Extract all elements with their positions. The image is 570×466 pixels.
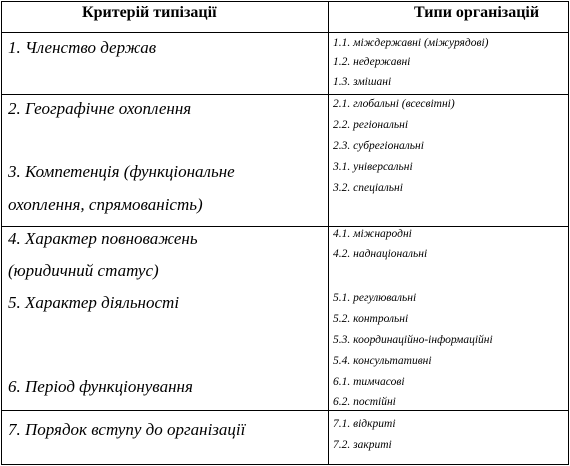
header-types: Типи організацій — [414, 4, 540, 21]
type-4-2: 4.2. наднаціональні — [333, 248, 428, 260]
type-2-3: 2.3. субрегіональні — [333, 140, 424, 152]
type-3-2: 3.2. спеціальні — [333, 182, 403, 194]
header-criteria: Критерій типізації — [82, 4, 217, 21]
column-divider — [328, 2, 329, 464]
row-divider — [2, 226, 568, 227]
criterion-4-line2: (юридичний статус) — [8, 261, 159, 280]
type-5-2: 5.2. контрольні — [333, 313, 409, 325]
type-7-2: 7.2. закриті — [333, 439, 392, 451]
criterion-7: 7. Порядок вступу до організації — [8, 420, 246, 439]
criterion-6: 6. Період функціонування — [8, 377, 193, 396]
classification-table — [1, 1, 569, 465]
type-5-3: 5.3. координаційно-інформаційні — [333, 334, 493, 346]
type-7-1: 7.1. відкриті — [333, 418, 396, 430]
type-5-4: 5.4. консультативні — [333, 355, 432, 367]
type-2-2: 2.2. регіональні — [333, 119, 409, 131]
criterion-4-line1: 4. Характер повноважень — [8, 229, 198, 248]
type-1-2: 1.2. недержавні — [333, 56, 411, 68]
row-divider — [2, 94, 568, 95]
type-3-1: 3.1. універсальні — [333, 161, 413, 173]
type-2-1: 2.1. глобальні (всесвітні) — [333, 98, 455, 110]
type-1-1: 1.1. міждержавні (міжурядові) — [333, 37, 489, 49]
type-1-3: 1.3. змішані — [333, 76, 392, 88]
row-divider — [2, 410, 568, 411]
type-5-1: 5.1. регулювальні — [333, 292, 417, 304]
criterion-3-line1: 3. Компетенція (функціональне — [8, 162, 235, 181]
type-6-2: 6.2. постійні — [333, 396, 396, 408]
type-6-1: 6.1. тимчасові — [333, 376, 405, 388]
row-divider — [2, 32, 568, 33]
criterion-5: 5. Характер діяльності — [8, 293, 180, 312]
criterion-1: 1. Членство держав — [8, 38, 157, 57]
criterion-2: 2. Географічне охоплення — [8, 99, 192, 118]
type-4-1: 4.1. міжнародні — [333, 228, 412, 240]
criterion-3-line2: охоплення, спрямованість) — [8, 195, 203, 214]
